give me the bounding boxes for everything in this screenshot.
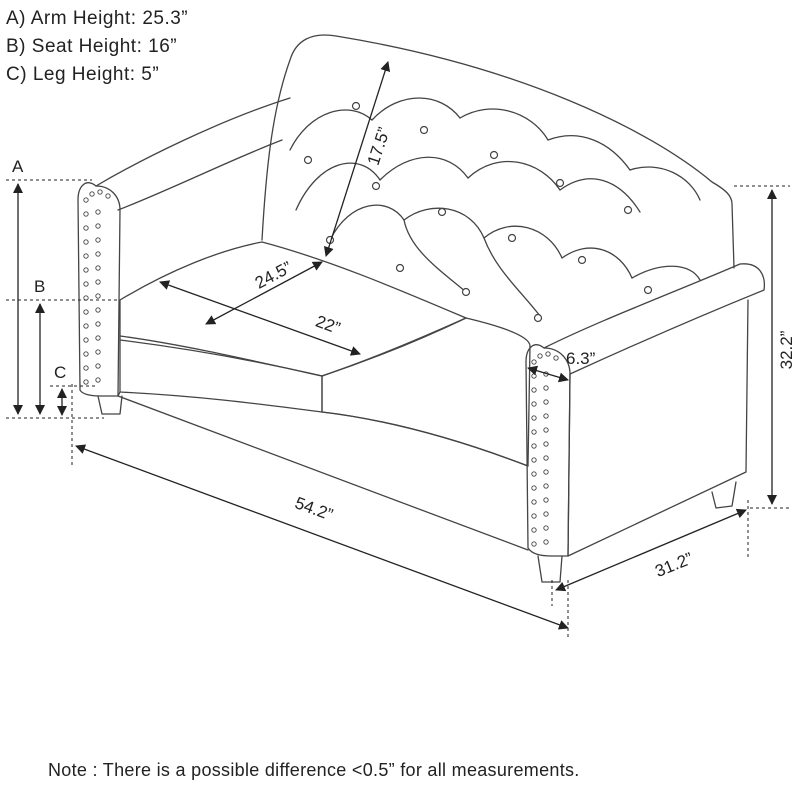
dim-total-depth-line: [556, 510, 746, 590]
seat-cushion-right: [322, 318, 530, 466]
label-total-width: 54.2”: [292, 493, 336, 525]
left-nailhead-trim: [84, 190, 110, 384]
legend-leg-height: C) Leg Height: 5”: [6, 64, 160, 85]
sofa-illustration: [78, 35, 764, 582]
seat-cushion-left: [120, 242, 466, 376]
label-total-depth: 31.2”: [652, 548, 696, 581]
legend-arm-height: A) Arm Height: 25.3”: [6, 8, 189, 29]
tufting-buttons: [305, 103, 652, 322]
marker-b: B: [34, 277, 46, 296]
right-nailhead-trim: [532, 352, 558, 546]
label-seat-depth: 24.5”: [251, 257, 295, 293]
left-front-leg: [98, 396, 122, 414]
measurement-note: Note : There is a possible difference <0.5” for all measurements.: [48, 760, 580, 780]
label-seat-width: 22”: [313, 311, 343, 338]
dimension-lines: [6, 62, 790, 640]
label-total-height: 32.2”: [777, 330, 796, 370]
legend-seat-height: B) Seat Height: 16”: [6, 36, 178, 57]
marker-a: A: [12, 157, 24, 176]
label-arm-width: 6.3”: [566, 349, 596, 368]
marker-c: C: [54, 363, 67, 382]
label-back-height: 17.5”: [363, 124, 394, 168]
right-front-leg: [538, 556, 562, 582]
